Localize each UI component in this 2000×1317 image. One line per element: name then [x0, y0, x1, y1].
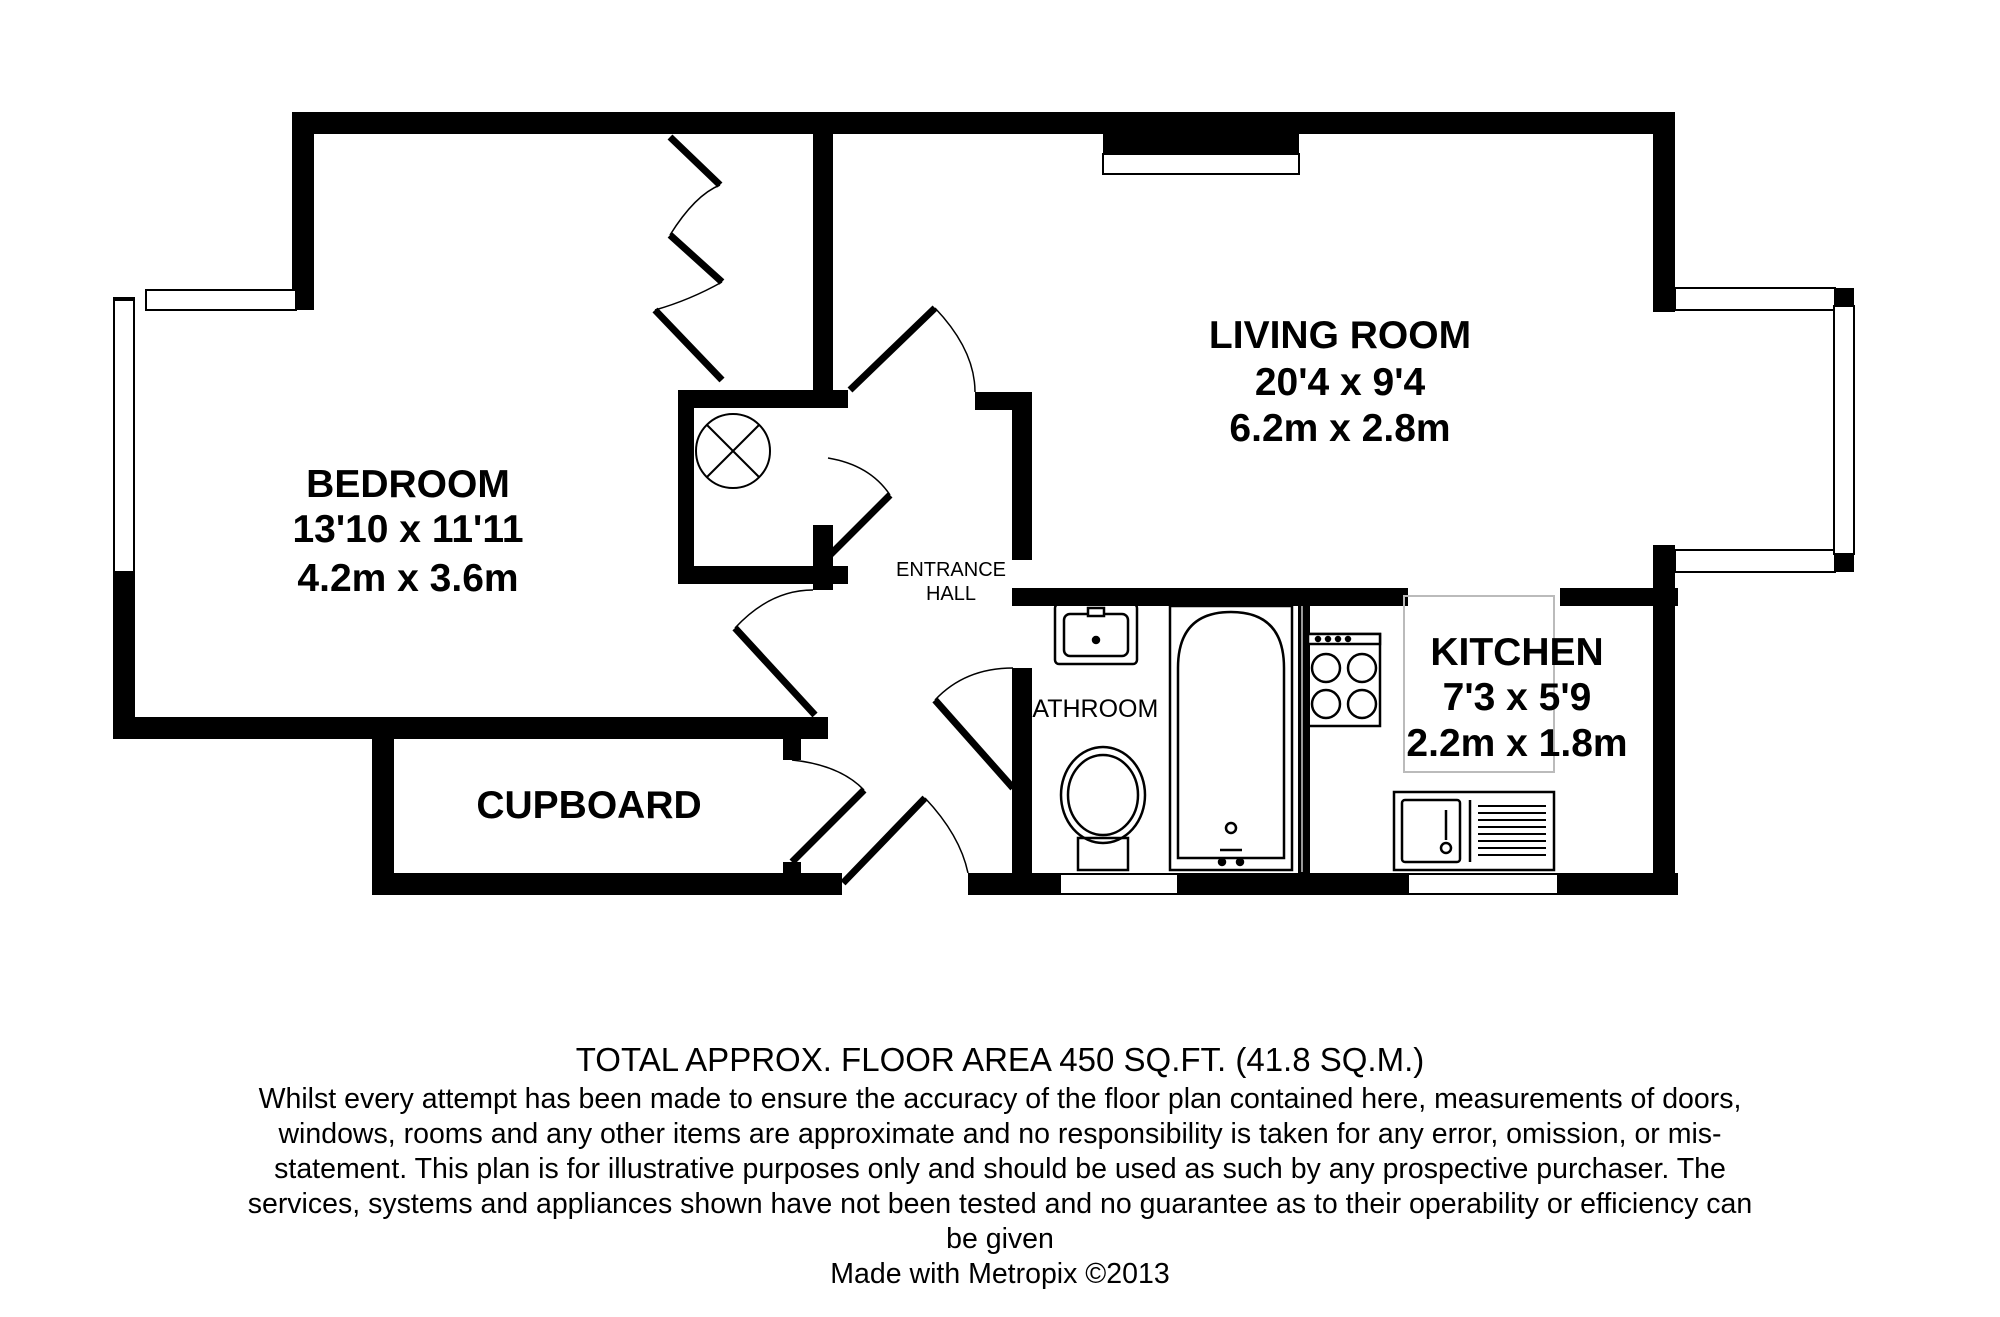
doors	[655, 137, 1013, 883]
extractor-fan-icon	[696, 414, 770, 488]
bathroom-name: BATHROOM	[1015, 695, 1159, 723]
toilet-icon	[1061, 747, 1145, 870]
bedroom-label	[292, 463, 523, 600]
credit-text: Made with Metropix ©2013	[830, 1258, 1170, 1290]
living-room-label	[1209, 314, 1471, 450]
bedroom-metric: 4.2m x 3.6m	[297, 557, 519, 600]
disclaimer-text: Whilst every attempt has been made to ensure the accuracy of the floor plan contained here, measurements of doors, windows, rooms and any other items are approximate and no responsibility is taken for any error, omission, or mis-statement. This plan is for illustrative purposes only and should be used as such by any prospective purchaser. The services, systems and appliances shown have not been tested and no guarantee as to their operability or efficiency can be given	[247, 1083, 1753, 1255]
cupboard-name: CUPBOARD	[476, 784, 702, 827]
basin-icon	[1055, 604, 1137, 664]
bedroom-imperial: 13'10 x 11'11	[292, 508, 524, 551]
entrance-hall-label	[896, 559, 1006, 605]
bedroom-name: BEDROOM	[306, 463, 510, 506]
kitchen-metric: 2.2m x 1.8m	[1406, 722, 1628, 765]
kitchen-name: KITCHEN	[1430, 631, 1604, 674]
entrance-hall-line1: ENTRANCE	[895, 559, 1007, 581]
footer	[0, 1040, 2000, 1292]
kitchen-label	[1406, 631, 1627, 765]
living-room-metric: 6.2m x 2.8m	[1229, 407, 1451, 450]
total-floor-area: TOTAL APPROX. FLOOR AREA 450 SQ.FT. (41.8 SQ.M.)	[575, 1041, 1425, 1078]
living-room-imperial: 20'4 x 9'4	[1254, 361, 1426, 404]
bath-icon	[1170, 606, 1292, 870]
kitchen-imperial: 7'3 x 5'9	[1442, 676, 1592, 719]
kitchen-sink-icon	[1394, 792, 1554, 870]
wardrobe-doors	[655, 137, 722, 380]
entrance-hall-line2: HALL	[925, 583, 977, 605]
hob-icon	[1308, 634, 1380, 726]
living-room-name: LIVING ROOM	[1208, 314, 1472, 357]
